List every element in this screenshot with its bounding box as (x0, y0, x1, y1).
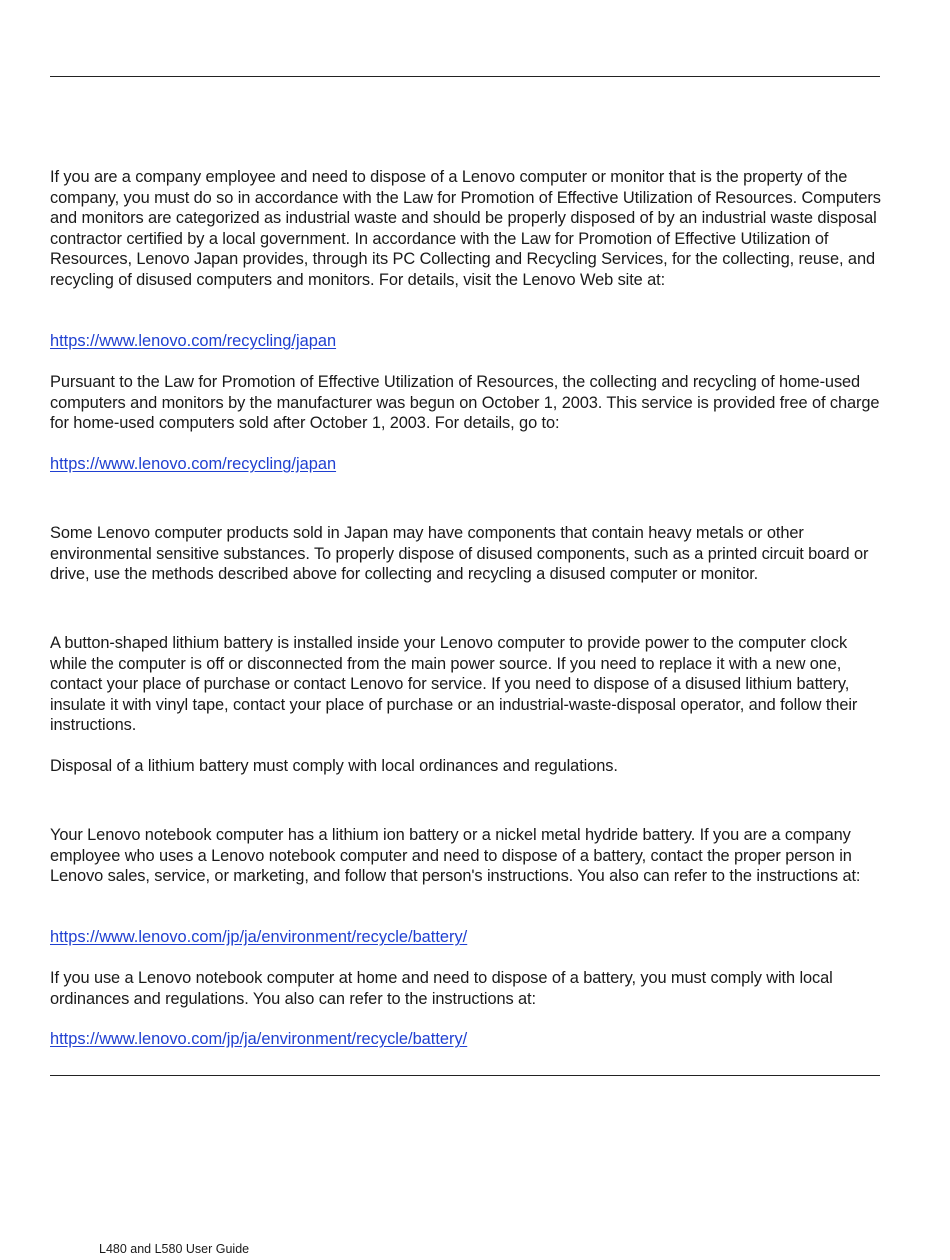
battery-recycle-link-2[interactable]: https://www.lenovo.com/jp/ja/environment/recycle/battery/ (50, 1030, 468, 1048)
home-disposal-paragraph: Pursuant to the Law for Promotion of Effective Utilization of Resources, the collecting and recycling of home-used computers and monitors by the manufacturer was begun on October 1, 2003. This service is provided free of charge for home-used computers sold after October 1, 2003. For details, go to: (50, 373, 880, 432)
recycling-japan-link[interactable]: https://www.lenovo.com/recycling/japan (50, 332, 337, 350)
notebook-battery-paragraph: Your Lenovo notebook computer has a lithium ion battery or a nickel metal hydride battery. If you are a company employee who uses a Lenovo notebook computer and need to dispose of a battery, contact the proper person in Lenovo sales, service, or marketing, and follow that person's instructions. You also can refer to the instructions at: (50, 826, 861, 885)
components-disposal-paragraph: Some Lenovo computer products sold in Japan may have components that contain heavy metals or other environmental sensitive substances. To properly dispose of disused components, such as a printed circuit board or drive, use the methods described above for collecting and recycling a disused computer or monitor. (50, 524, 869, 583)
top-divider (50, 76, 880, 77)
company-disposal-paragraph: If you are a company employee and need to dispose of a Lenovo computer or monitor that is the property of the company, you must do so in accordance with the Law for Promotion of Effective Utilization of Resources. Computers and monitors are categorized as industrial waste and should be properly disposed of by an industrial waste disposal contractor certified by a local government. In accordance with the Law for Promotion of Effective Utilization of Resources, Lenovo Japan provides, through its PC Collecting and Recycling Services, for the collecting, reuse, and recycling of disused computers and monitors. For details, visit the Lenovo Web site at: (50, 168, 881, 289)
footer-guide-title: L480 and L580 User Guide (99, 1242, 250, 1256)
lithium-battery-note: Disposal of a lithium battery must comply with local ordinances and regulations. (50, 757, 618, 775)
lithium-battery-paragraph: A button-shaped lithium battery is installed inside your Lenovo computer to provide power to the computer clock while the computer is off or disconnected from the main power source. If you need to replace it with a new one, contact your place of purchase or contact Lenovo for service. If you need to dispose of a disused lithium battery, insulate it with vinyl tape, contact your place of purchase or an industrial-waste-disposal operator, and follow their instructions. (50, 634, 858, 734)
bottom-divider (50, 1075, 880, 1076)
recycling-japan-link-2[interactable]: https://www.lenovo.com/recycling/japan (50, 455, 337, 473)
home-battery-paragraph: If you use a Lenovo notebook computer at home and need to dispose of a battery, you must comply with local ordinances and regulations. You also can refer to the instructions at: (50, 969, 833, 1008)
battery-recycle-link[interactable]: https://www.lenovo.com/jp/ja/environment/recycle/battery/ (50, 928, 468, 946)
